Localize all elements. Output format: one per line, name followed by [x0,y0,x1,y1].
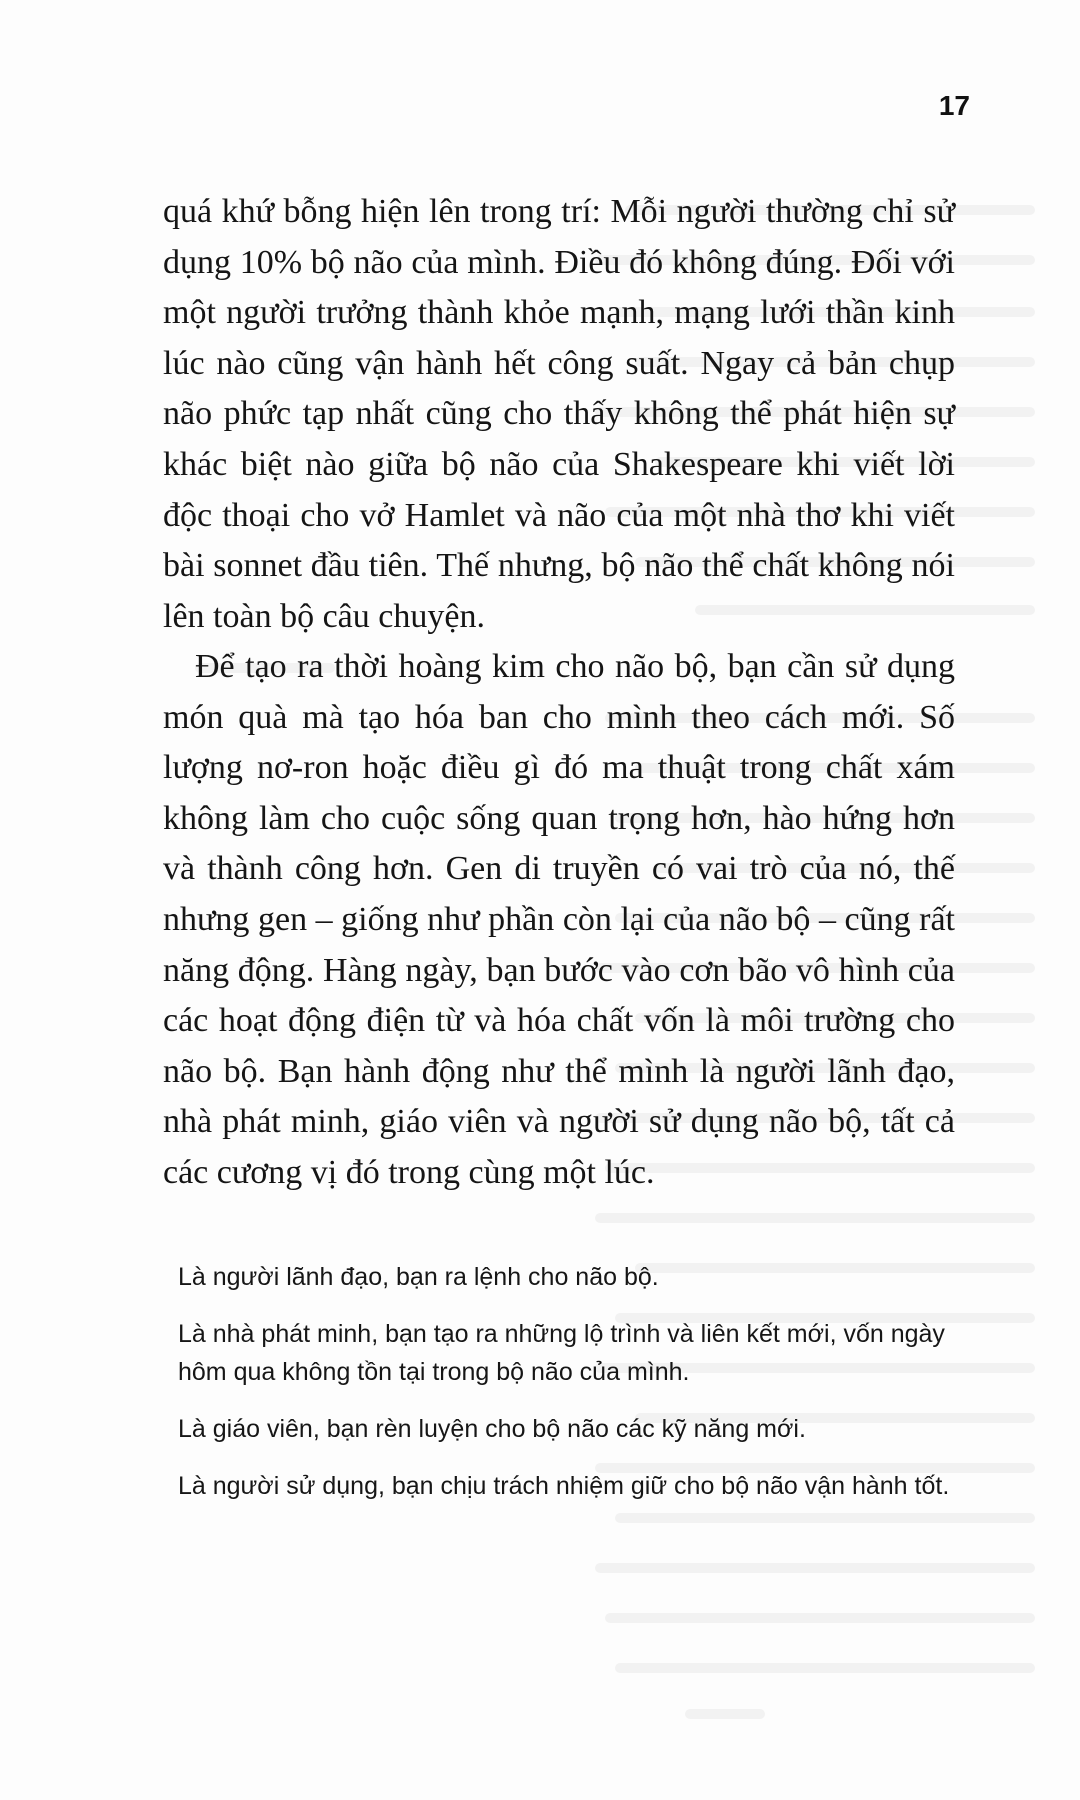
role-leader: Là người lãnh đạo, bạn ra lệnh cho não bộ. [178,1263,659,1291]
body-paragraph-2 [163,642,955,1199]
page-number: 17 [938,90,970,121]
role-user: Là người sử dụng, bạn chịu trách nhiệm giữ cho bộ não vận hành tốt. [178,1472,950,1500]
body-paragraph-1 [163,187,955,642]
paragraph-text: Để tạo ra thời hoàng kim cho não bộ, bạn cần sử dụng món quà mà tạo hóa ban cho mình theo cách mới. Số lượng nơ-ron hoặc điều gì đó ma thuật trong chất xám không làm cho cuộc sống quan trọng hơn, hào hứng hơn và thành công hơn. Gen di truyền có vai trò của nó, thế nhưng gen – giống như phần còn lại của não bộ – cũng rất năng động. Hàng ngày, bạn bước vào cơn bão vô hình của các hoạt động điện từ và hóa chất vốn là môi trường cho não bộ. Bạn hành động như thể mình là người lãnh đạo, nhà phát minh, giáo viên và người sử dụng não bộ, tất cả các cương vị đó trong cùng một lúc. [163,648,955,1191]
paragraph-text: quá khứ bỗng hiện lên trong trí: Mỗi người thường chỉ sử dụng 10% bộ não của mình. Điều đó không đúng. Đối với một người trưởng thành khỏe mạnh, mạng lưới thần kinh lúc nào cũng vận hành hết công suất. Ngay cả bản chụp não phức tạp nhất cũng cho thấy không thể phát hiện sự khác biệt nào giữa bộ não của Shakespeare khi viết lời độc thoại cho vở Hamlet và não của một nhà thơ khi viết bài sonnet đầu tiên. Thế nhưng, bộ não thể chất không nói lên toàn bộ câu chuyện. [163,193,955,635]
role-teacher: Là giáo viên, bạn rèn luyện cho bộ não các kỹ năng mới. [178,1415,806,1443]
roles-list [178,1258,968,1524]
role-inventor: Là nhà phát minh, bạn tạo ra những lộ trình và liên kết mới, vốn ngày hôm qua không tồn tại trong bộ não của mình. [178,1320,945,1386]
